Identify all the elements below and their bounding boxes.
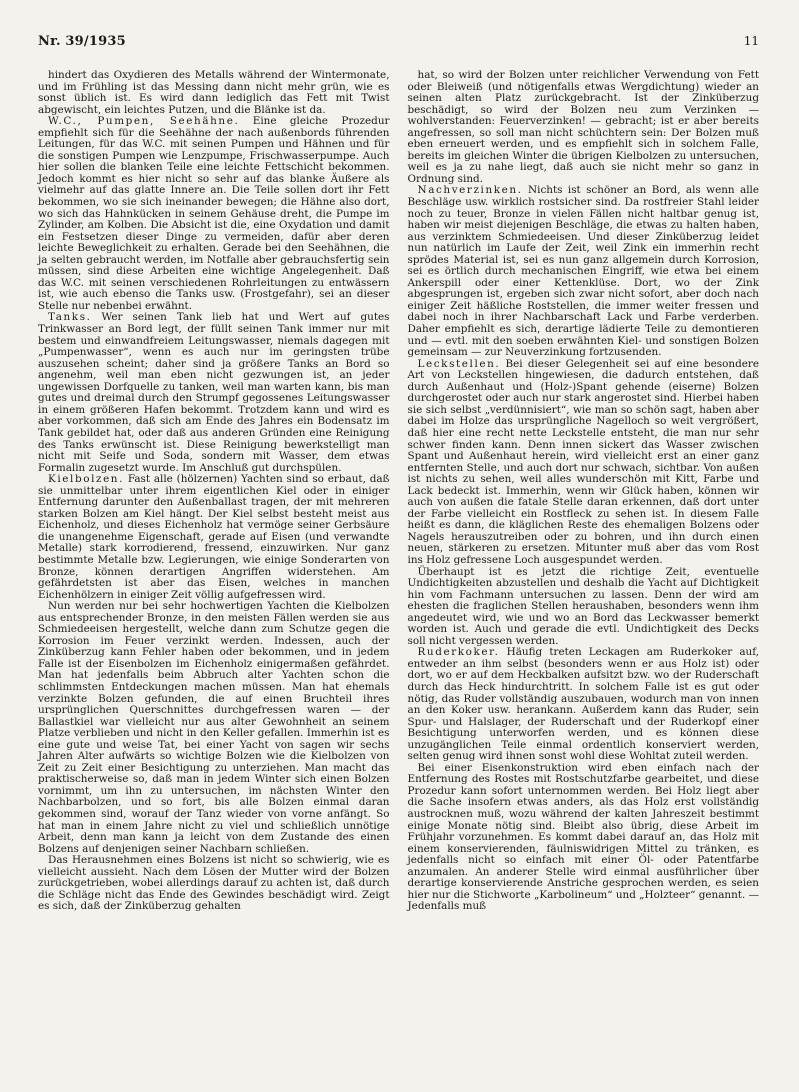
paragraph <box>408 185 760 358</box>
section-heading: Nachverzinken. <box>417 184 523 197</box>
paragraph-text: Fast alle (hölzernen) Yachten sind so erbaut, daß sie unmittelbar unter ihrem eigentlichen Kiel oder in einiger Entfernung darunter den Außenballast tragen, der mit mehreren starken Bolzen am Kiel hängt. Der Kiel selbst besteht meist aus Eichenholz, und dieses Eichenholz hat vermöge seiner Gerbsäure die unangenehme Eigenschaft, gerade auf Eisen (und verwandte Metalle) stark korrodierend, fressend, einzuwirken. Nur ganz bestimmte Metalle bzw. Legierungen, wie einige Sonderarten von Bronze, können derartigen Angriffen widerstehen. Am gefährdetsten ist aber das Eisen, welches in manchen Eichenhölzern in einiger Zeit völlig aufgefressen wird. <box>38 473 390 601</box>
paragraph <box>38 116 390 312</box>
page-header <box>38 34 759 70</box>
paragraph <box>408 647 760 762</box>
section-heading: Tanks. <box>48 311 92 324</box>
paragraph-text: Nun werden nur bei sehr hochwertigen Yachten die Kielbolzen aus entsprechender Bronze, in den meisten Fällen werden sie aus Schmiedeeisen hergestellt, welche dann zum Schutze gegen die Korrosion im Feuer verzinkt werden. Indessen, auch der Zinküberzug kann Fehler haben oder bekommen, und in jedem Falle ist der Eisenbolzen im Eichenholz einigermaßen gefährdet. Man hat jedenfalls beim Abbruch alter Yachten schon die schlimmsten Entdeckungen machen müssen. Man hat ehemals verzinkte Bolzen gefunden, die auf einen Bruchteil ihres ursprünglichen Querschnittes durchgefressen waren — der Ballastkiel war vielleicht nur aus alter Gewohnheit an seinem Platze verblieben und nicht in den Keller gefallen. Immerhin ist es eine gute und weise Tat, bei einer Yacht von sagen wir sechs Jahren Alter aufwärts so wichtige Bolzen wie die Kielbolzen von Zeit zu Zeit einer Besichtigung zu unterziehen. Man macht das praktischerweise so, daß man in jedem Winter sich einen Bolzen vornimmt, um ihn zu untersuchen, im nächsten Winter den Nachbarbolzen, und so fort, bis alle Bolzen einmal daran gekommen sind, worauf der Tanz wieder von vorne anfängt. So hat man in einem Jahre nicht zu viel und schließlich unnötige Arbeit, denn man kann ja leicht von dem Zustande des einen Bolzens auf denjenigen seiner Nachbarn schließen. <box>38 600 390 855</box>
paragraph <box>408 763 760 913</box>
paragraph-text: Das Herausnehmen eines Bolzens ist nicht so schwierig, wie es vielleicht aussieht. Nach dem Lösen der Mutter wird der Bolzen zurückgetrieben, wobei allerdings darauf zu achten ist, daß durch die Schläge nicht das Ende des Gewindes beschädigt wird. Zeigt es sich, daß der Zinküberzug gehalten <box>38 854 390 913</box>
left-column <box>38 70 390 913</box>
section-heading: Leckstellen. <box>417 357 501 370</box>
section-heading: Kielbolzen. <box>48 473 125 486</box>
paragraph-text: Nichts ist schöner an Bord, als wenn alle Beschläge usw. wirklich rostsicher sind. Da rostfreier Stahl leider noch zu teuer, Bronze in vielen Fällen nicht haltbar genug ist, haben wir meist diejenigen Beschläge, die etwas zu halten haben, aus verzinktem Schmiedeeisen. Und dieser Zinküberzug leidet nun natürlich im Laufe der Zeit, weil Zink ein immerhin recht sprödes Material ist, sei es nun ganz allgemein durch Korrosion, sei es örtlich durch mechanischen Eingriff, wie etwa bei einem Ankerspill oder einer Kettenklüse. Dort, wo der Zink abgesprungen ist, ergeben sich zwar nicht sofort, aber doch nach einiger Zeit häßliche Roststellen, die immer weiter fressen und dabei noch in ihrer Nachbarschaft Lack und Farbe verderben. Daher empfiehlt es sich, derartige lädierte Teile zu demontieren und — evtl. mit den soeben erwähnten Kiel- und sonstigen Bolzen gemeinsam — zur Neuverzinkung fortzusenden. <box>407 184 759 359</box>
paragraph-text: hindert das Oxydieren des Metalls während der Wintermonate, und im Frühling ist das Messing dann nicht mehr grün, wie es sonst üblich ist. Es wird dann lediglich das Fett mit Twist abgewischt, ein leichtes Putzen, und die Blänke ist da. <box>38 69 390 116</box>
paragraph-text: Bei einer Eisenkonstruktion wird eben einfach nach der Entfernung des Rostes mit Rostschutzfarbe gearbeitet, und diese Prozedur kann sofort unternommen werden. Bei Holz liegt aber die Sache insofern etwas anders, als das Holz erst vollständig austrocknen muß, wozu während der kalten Jahreszeit bestimmt einige Monate nötig sind. Bleibt also übrig, diese Arbeit im Frühjahr vorzunehmen. Es kommt dabei darauf an, das Holz mit einem konservierenden, fäulniswidrigen Mittel zu tränken, es jedenfalls nicht so einfach mit einer Öl- oder Patentfarbe anzumalen. An anderer Stelle wird einmal ausführlicher über derartige konservierende Anstriche gesprochen werden, es seien hier nur die Stichworte „Karbolineum“ und „Holzteer“ genannt. — Jedenfalls muß <box>407 761 759 913</box>
page-number: 11 <box>743 34 759 48</box>
paragraph-text: Überhaupt ist es jetzt die richtige Zeit, eventuelle Undichtigkeiten abzustellen und deshalb die Yacht auf Dichtigkeit hin vom Fachmann untersuchen zu lassen. Denn der wird am ehesten die fraglichen Stellen heraushaben, besonders wenn ihm angedeutet wird, wie und wo an Bord das Leckwasser bemerkt worden ist. Auch und gerade die evtl. Undichtigkeit des Decks soll nicht vergessen werden. <box>407 565 759 647</box>
paragraph <box>38 601 390 855</box>
paragraph-text: Bei dieser Gelegenheit sei auf eine besondere Art von Leckstellen hingewiesen, die dadurch entstehen, daß durch Außenhaut und (Holz-)Spant gehende (eiserne) Bolzen durchgerostet oder auch nur stark angerostet sind. Hierbei haben sie sich selbst „verdünnisiert“, wie man so schön sagt, haben aber dabei im Holze das ursprüngliche Nagelloch so weit vergrößert, daß hier eine recht nette Leckstelle entsteht, die man nur sehr schwer finden kann. Denn innen sickert das Wasser zwischen Spant und Außenhaut herein, wird vielleicht erst an einer ganz entfernten Stelle, und auch dort nur schwach, sichtbar. Von außen ist nichts zu sehen, weil alles wunderschön mit Kitt, Farbe und Lack bedeckt ist. Immerhin, wenn wir Glück haben, können wir auch von außen die fatale Stelle daran erkennen, daß dort unter der Farbe vielleicht ein Rostfleck zu sehen ist. In diesem Falle heißt es dann, die kläglichen Reste des ehemaligen Bolzens oder Nagels herauszutreiben oder zu bohren, und ihn durch einen neuen, stärkeren zu ersetzen. Mitunter muß aber das vom Rost ins Holz gefressene Loch ausgespundet werden. <box>407 357 759 566</box>
section-heading: Ruderkoker. <box>417 646 500 659</box>
paragraph <box>408 567 760 648</box>
issue-number: Nr. 39/1935 <box>38 34 126 49</box>
paragraph <box>408 70 760 185</box>
paragraph <box>38 474 390 601</box>
paragraph <box>38 70 390 116</box>
paragraph <box>38 855 390 913</box>
article-body <box>38 70 759 913</box>
paragraph-text: Wer seinen Tank lieb hat und Wert auf gutes Trinkwasser an Bord legt, der füllt seinen Tank immer nur mit bestem und einwandfreiem Leitungswasser, niemals dagegen mit „Pumpenwasser“, wenn es auch nur im geringsten trübe auszusehen scheint; daher sind ja größere Tanks an Bord so angenehm, weil man eben nicht gezwungen ist, an jeder ungewissen Dorfquelle zu tanken, weil man warten kann, bis man gutes und dreimal durch den Strumpf gegossenes Leitungswasser in einem größeren Hafen bekommt. Trotzdem kann und wird es aber vorkommen, daß sich am Ende des Jahres ein Bodensatz im Tank gebildet hat, oder daß aus anderen Gründen eine Reinigung des Tanks erwünscht ist. Diese Reinigung bewerkstelligt man nicht mit Seife und Soda, sondern mit Wasser, dem etwas Formalin zugesetzt wurde. Im Anschluß gut durchspülen. <box>38 311 390 474</box>
paragraph-text: Eine gleiche Prozedur empfiehlt sich für die Seehähne der nach außenbords führenden Leitungen, für das W.C. mit seinen Pumpen und Hähnen und für die sonstigen Pumpen wie Lenzpumpe, Frischwasserpumpe. Auch hier sollen die blanken Teile eine leichte Fettschicht bekommen. Jedoch kommt es hier nicht so sehr auf das blanke Äußere als vielmehr auf das glatte Innere an. Die Teile sollen dort ihr Fett bekommen, wo sie sich ineinander bewegen; die Hähne also dort, wo sich das Hahnkücken in seinem Gehäuse dreht, die Pumpe im Zylinder, am Kolben. Die Absicht ist die, eine Oxydation und damit ein Festsetzen dieser Dinge zu vermeiden, dafür aber deren leichte Beweglichkeit zu erhalten. Gerade bei den Seehähnen, die ja selten gebraucht werden, im Notfalle aber gebrauchsfertig sein müssen, sind diese Arbeiten eine wichtige Angelegenheit. Daß das W.C. mit seinen verschiedenen Rohrleitungen zu entwässern ist, wie auch ebenso die Tanks usw. (Frostgefahr), sei an dieser Stelle nur nebenbei erwähnt. <box>38 115 390 312</box>
paragraph-text: hat, so wird der Bolzen unter reichlicher Verwendung von Fett oder Bleiweiß (und nötigenfalls etwas Wergdichtung) wieder an seinen alten Platz zurückgebracht. Ist der Zinküberzug beschädigt, so wird der Bolzen neu zum Verzinken — wohlverstanden: Feuerverzinken! — gebracht; ist er aber bereits angefressen, so soll man nicht schüchtern sein: Der Bolzen muß eben erneuert werden, und es empfiehlt sich in solchem Falle, bereits im gleichen Winter die übrigen Kielbolzen zu untersuchen, weil es ja zu nahe liegt, daß auch sie nicht mehr so ganz in Ordnung sind. <box>407 69 759 185</box>
section-heading: W.C., Pumpen, Seehähne. <box>48 115 240 128</box>
right-column <box>408 70 760 913</box>
paragraph-text: Häufig treten Leckagen am Ruderkoker auf, entweder an ihm selbst (besonders wenn er aus Holz ist) oder dort, wo er auf dem Heckbalken aufsitzt bzw. wo der Ruderschaft durch das Heck hindurchtritt. In solchem Falle ist es gut oder nötig, das Ruder vollständig auszubauen, wodurch man von innen an den Koker usw. herankann. Außerdem kann das Ruder, sein Spur- und Halslager, der Ruderschaft und der Ruderkopf einer Besichtigung unterworfen werden, und es können diese unzugänglichen Teile einmal ordentlich konserviert werden, selten genug wird ihnen sonst wohl diese Wohltat zuteil werden. <box>407 646 759 763</box>
paragraph <box>38 312 390 474</box>
paragraph <box>408 359 760 567</box>
